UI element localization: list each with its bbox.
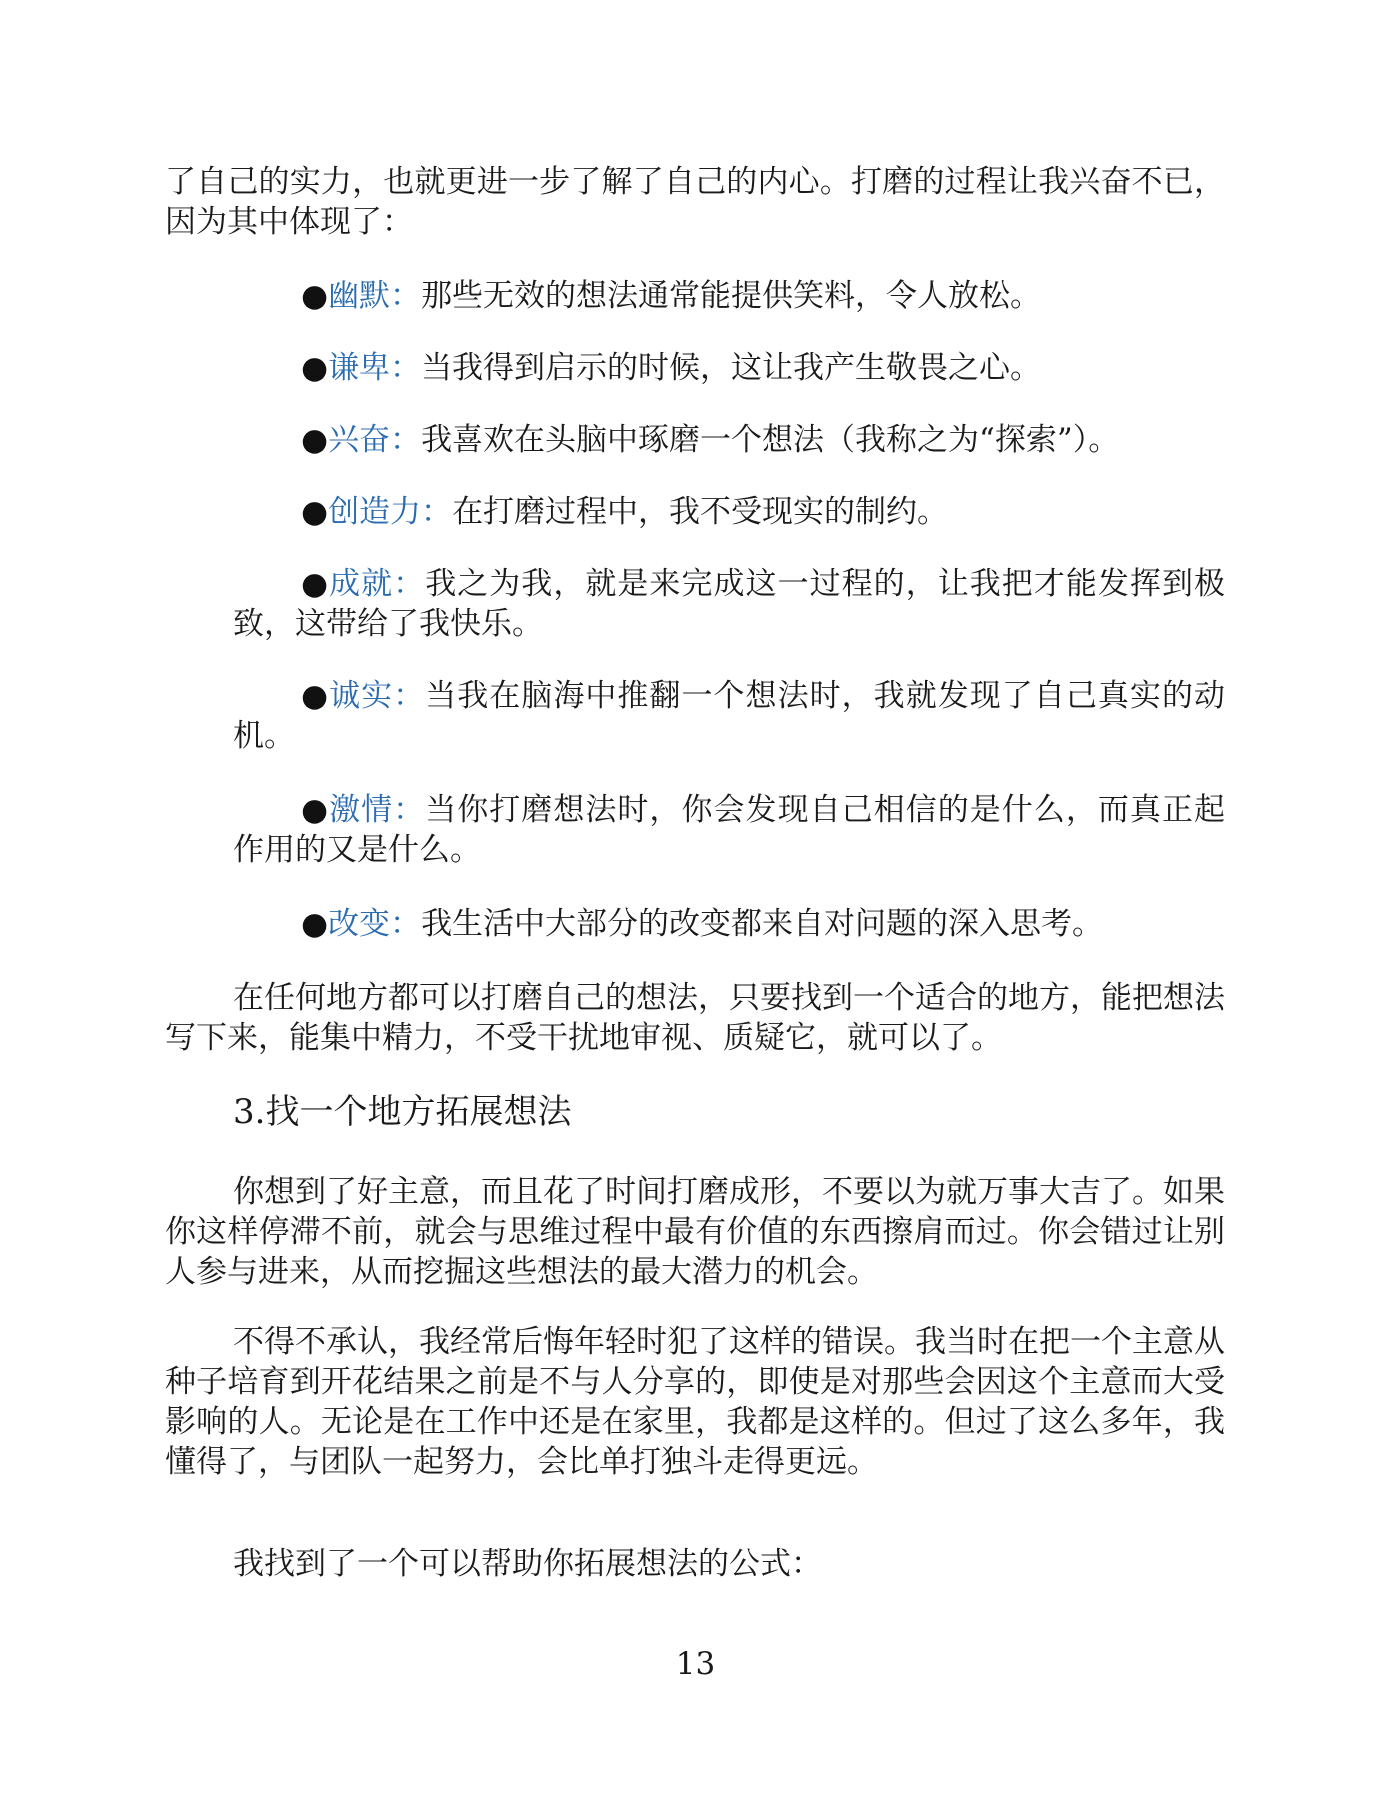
bullet-marker: ●: [301, 278, 329, 314]
section-heading: 3.找一个地方拓展想法: [233, 1092, 572, 1132]
bullet-item-humility: [233, 348, 1225, 388]
bullet-term: 诚实：: [329, 678, 426, 714]
bullet-term: 激情：: [329, 792, 426, 828]
bullet-text: 当我在脑海中推翻一个想法时，我就发现了自己真实的动机。: [233, 678, 1226, 754]
paragraph-after-bullets: 在任何地方都可以打磨自己的想法，只要找到一个适合的地方，能把想法写下来，能集中精力，不受干扰地审视、质疑它，就可以了。: [165, 980, 1225, 1056]
bullet-text: 我喜欢在头脑中琢磨一个想法（我称之为“探索”）。: [421, 422, 1120, 458]
bullet-item-excitement: [233, 420, 1225, 460]
bullet-item-creativity: [233, 492, 1225, 532]
page-number: 13: [675, 1646, 716, 1682]
bullet-marker: ●: [301, 678, 330, 714]
bullet-term: 改变：: [328, 906, 422, 942]
bullet-marker: ●: [301, 566, 330, 602]
bullet-marker: ●: [301, 350, 329, 386]
bullet-term: 谦卑：: [328, 350, 422, 386]
bullet-text: 当你打磨想法时，你会发现自己相信的是什么，而真正起作用的又是什么。: [233, 792, 1226, 868]
bullet-marker: ●: [301, 422, 329, 458]
section-paragraph-2: 不得不承认，我经常后悔年轻时犯了这样的错误。我当时在把一个主意从种子培育到开花结果之前是不与人分享的，即使是对那些会因这个主意而大受影响的人。无论是在工作中还是在家里，我都是这样的。但过了这么多年，我懂得了，与团队一起努力，会比单打独斗走得更远。: [165, 1324, 1225, 1480]
bullet-text: 我生活中大部分的改变都来自对问题的深入思考。: [421, 906, 1104, 942]
bullet-text: 在打磨过程中，我不受现实的制约。: [452, 494, 949, 530]
bullet-item-humor: [233, 276, 1225, 316]
bullet-item-honesty: [233, 676, 1225, 756]
bullet-term: 兴奋：: [328, 422, 422, 458]
bullet-item-passion: [233, 790, 1225, 870]
section-paragraph-1: 你想到了好主意，而且花了时间打磨成形，不要以为就万事大吉了。如果你这样停滞不前，就会与思维过程中最有价值的东西擦肩而过。你会错过让别人参与进来，从而挖掘这些想法的最大潜力的机会。: [165, 1174, 1225, 1290]
bullet-item-change: [233, 904, 1225, 944]
bullet-text: 那些无效的想法通常能提供笑料，令人放松。: [421, 278, 1042, 314]
bullet-term: 创造力：: [328, 494, 453, 530]
bullet-term: 幽默：: [328, 278, 422, 314]
intro-paragraph: 了自己的实力，也就更进一步了解了自己的内心。打磨的过程让我兴奋不已，因为其中体现了：: [165, 164, 1225, 240]
bullet-marker: ●: [301, 906, 329, 942]
bullet-item-achievement: [233, 564, 1225, 644]
bullet-text: 我之为我，就是来完成这一过程的，让我把才能发挥到极致，这带给了我快乐。: [233, 566, 1226, 642]
bullet-marker: ●: [301, 792, 330, 828]
section-paragraph-3: 我找到了一个可以帮助你拓展想法的公式：: [233, 1546, 822, 1582]
bullet-term: 成就：: [329, 566, 426, 602]
bullet-marker: ●: [301, 494, 329, 530]
bullet-text: 当我得到启示的时候，这让我产生敬畏之心。: [421, 350, 1042, 386]
